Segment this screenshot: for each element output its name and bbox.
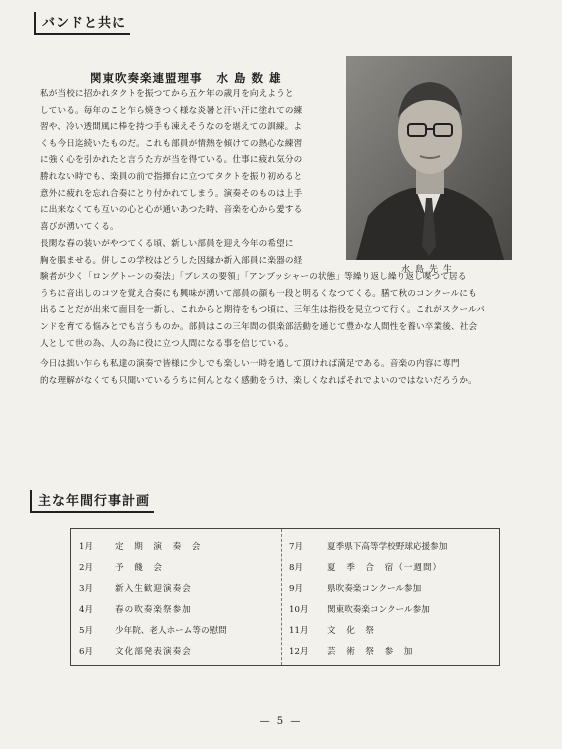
text-line: に出来なくても互いの心と心が通いあつた時、音楽を心から愛する: [40, 205, 303, 216]
photo-caption: 水島先生: [400, 265, 457, 275]
month: 10月: [289, 604, 309, 615]
month: 4月: [79, 604, 94, 615]
schedule-row: [283, 577, 499, 598]
schedule-row: [71, 640, 281, 661]
event: 少年院、老人ホーム等の慰問: [115, 625, 227, 636]
event: 春の吹奏楽祭参加: [115, 604, 192, 615]
schedule-row: [283, 619, 499, 640]
month: 11月: [289, 625, 309, 636]
text-line: 胸を脹ませる。併しこの学校はどうした因縁か新入部員に楽器の経: [40, 255, 303, 266]
text-line: 今日は拙い乍らも私達の演奏で皆様に少しでも楽しい一時を過して頂ければ満足である。音楽の内容に専門: [40, 359, 460, 369]
text-line: 験者が少く「ロングトーンの奏法」「ブレスの要領」「アンブッシャーの状態」等繰り返し繰り返し喋つて居る: [40, 272, 467, 283]
text-line: 人として世の為、人の為に役に立つ人間になる事を信じている。: [40, 338, 294, 349]
text-line: 意外に疲れを忘れ合奏にとり付かれてしまう。演奏そのものは上手: [40, 188, 303, 199]
schedule-column-right: [283, 535, 499, 661]
text-line: 長閑な春の装いがやつてくる頃、新しい部員を迎え今年の希望に: [40, 239, 294, 249]
byline: [90, 70, 287, 86]
month: 9月: [289, 583, 304, 594]
text-line: 私が当校に招かれタクトを振つてから五ケ年の歳月を向えようと: [40, 89, 294, 99]
schedule-row: [71, 619, 281, 640]
section-title: バンドと共に: [34, 12, 130, 35]
event: 芸 術 祭 参 加: [327, 646, 414, 657]
text-line: している。毎年のこと乍ら焼きつく様な炎暑と汗い汗に塗れての練: [40, 105, 303, 116]
schedule-column-left: [71, 535, 281, 661]
paragraph-2: [40, 236, 485, 352]
event: 定 期 演 奏 会: [115, 541, 202, 552]
month: 3月: [79, 583, 94, 594]
page-number: — 5 —: [259, 716, 303, 727]
author-name: 水島数雄: [216, 71, 287, 85]
event: 予 餞 会: [115, 562, 163, 573]
schedule-row: [283, 535, 499, 556]
portrait-image: [346, 56, 512, 260]
text-line: 習や、冷い透間風に棒を持つ手も凍えそうなのを堪えての訓練。よ: [40, 122, 303, 133]
event: 文 化 祭: [327, 625, 375, 636]
schedule-row: [71, 598, 281, 619]
month: 1月: [79, 541, 94, 552]
text-line: 喜びが湧いてくる。: [40, 221, 119, 232]
text-line: ンドを育てる悩みとでも言うものか。部員はこの三年間の倶楽部活動を通じて豊かな人間性を養い卒業後、社会: [40, 321, 478, 332]
schedule-table: [70, 528, 500, 666]
schedule-row: [71, 556, 281, 577]
schedule-row: [283, 598, 499, 619]
event: 新入生歓迎演奏会: [115, 583, 192, 594]
text-line: 勝れない時でも、楽員の前で指揮台に立つてタクトを振り初めると: [40, 171, 303, 182]
month: 12月: [289, 646, 309, 657]
event: 県吹奏楽コンクール参加: [327, 583, 422, 594]
month: 5月: [79, 625, 94, 636]
event: 文化部発表演奏会: [115, 646, 192, 657]
text-line: くも今日迄続いたものだ。これも部員が情熱を傾けての熱心な練習: [40, 138, 303, 149]
text-line: 出ることだが出来て面目を一新し、これからと期待をもつ頃に、三年生は指役を見立つて行く。これがスクールバ: [40, 305, 485, 316]
schedule-row: [71, 577, 281, 598]
month: 6月: [79, 646, 94, 657]
month: 8月: [289, 562, 304, 573]
author-role: 関東吹奏楽連盟理事: [90, 71, 203, 85]
schedule-row: [283, 640, 499, 661]
paragraph-1: [40, 86, 302, 235]
schedule-row: [283, 556, 499, 577]
text-line: 的な理解がなくても只聞いているうちに何んとなく感動をうけ、楽しくなればそれでよいのではないだろうか。: [40, 375, 477, 386]
event: 関東吹奏楽コンクール参加: [327, 604, 430, 615]
paragraph-3: [40, 356, 477, 389]
schedule-row: [71, 535, 281, 556]
month: 7月: [289, 541, 304, 552]
text-line: うちに音出しのコツを覚え合奏にも興味が湧いて部員の顔も一段と明るくなつてくる。膳て秋のコンクールにも: [40, 288, 477, 299]
event: 夏季県下高等学校野球応援参加: [327, 541, 448, 552]
author-photo: [346, 56, 512, 260]
schedule-title: 主な年間行事計画: [30, 490, 154, 513]
month: 2月: [79, 562, 94, 573]
text-line: に強く心を引かれたと言うた方が当を得ている。仕事に疲れ気分の: [40, 155, 303, 166]
event: 夏 季 合 宿（一週間）: [327, 562, 443, 573]
